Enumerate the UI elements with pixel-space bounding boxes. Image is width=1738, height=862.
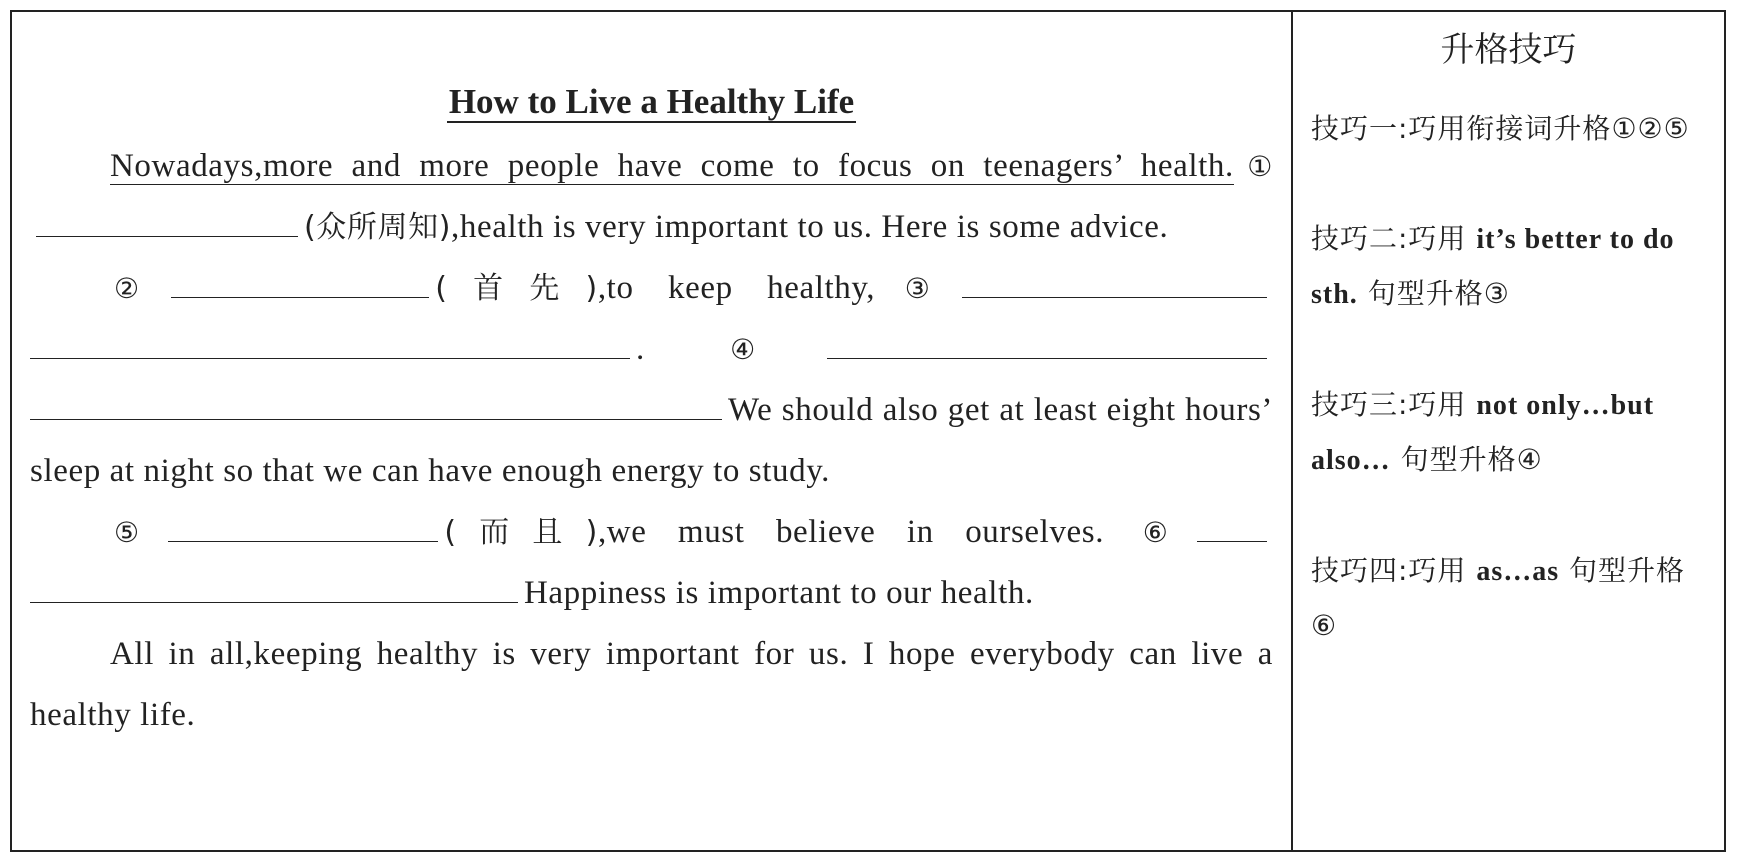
blank-6b[interactable] [30, 568, 518, 603]
blank-3a[interactable] [962, 263, 1267, 298]
blank-number-1: ① [1237, 150, 1273, 183]
text-after-blank-5: ,we must believe in ourselves. [597, 514, 1105, 550]
blank-5[interactable] [168, 507, 438, 542]
text-after-blank-1: ,health is very important to us. Here is some advice. [451, 209, 1169, 245]
tip-3-number: ④ [1516, 443, 1543, 476]
tip-2: 技巧二:巧用 it’s better to do sth. 句型升格③ [1311, 222, 1675, 310]
essay-paragraph-3 [30, 502, 1273, 624]
tip-4: 技巧四:巧用 as…as 句型升格⑥ [1311, 554, 1686, 642]
blank-1[interactable] [36, 202, 298, 237]
period: . [636, 331, 645, 367]
blank-number-4: ④ [664, 333, 821, 366]
tip-4-pattern: as…as [1476, 556, 1560, 587]
tip-1-numbers: ①②⑤ [1611, 112, 1690, 145]
essay-title: How to Live a Healthy Life [448, 82, 855, 121]
text-after-blank-4: We should also get at least eight hours’ sleep at night so that we can have enough energy to study. [30, 392, 1273, 489]
essay-panel [12, 12, 1293, 850]
tip-2-number: ③ [1483, 277, 1510, 310]
tip-2-pattern: it’s better to do sth. [1311, 224, 1675, 310]
blank-2[interactable] [171, 263, 429, 298]
blank-1-hint: (众所周知) [304, 210, 452, 245]
blank-5-hint: (而且) [444, 515, 598, 550]
intro-underlined-sentence: Nowadays,more and more people have come to focus on teenagers’ health. [110, 148, 1234, 184]
tip-1: 技巧一:巧用衔接词升格①②⑤ [1311, 112, 1690, 145]
blank-6a[interactable] [1197, 507, 1267, 542]
blank-4b[interactable] [30, 385, 722, 420]
text-after-blank-6: Happiness is important to our health. [524, 575, 1034, 611]
blank-number-3: ③ [879, 272, 956, 305]
worksheet-frame [10, 10, 1726, 852]
tips-panel [1293, 12, 1724, 850]
essay-body [30, 136, 1273, 258]
tips-title: 升格技巧 [1440, 30, 1577, 70]
essay-conclusion: All in all,keeping healthy is very important for us. I hope everybody can live a healthy life. [30, 636, 1273, 733]
tip-3-pattern: not only…but also… [1311, 390, 1655, 476]
blank-4a[interactable] [827, 324, 1267, 359]
essay-paragraph-2 [30, 258, 1273, 502]
tip-3: 技巧三:巧用 not only…but also… 句型升格④ [1311, 388, 1655, 476]
text-after-blank-2: ,to keep healthy, [597, 270, 876, 306]
tip-4-number: ⑥ [1311, 609, 1338, 642]
blank-2-hint: (首先) [435, 271, 598, 306]
blank-3b[interactable] [30, 324, 630, 359]
blank-number-6: ⑥ [1120, 516, 1192, 549]
blank-number-2: ② [114, 272, 166, 305]
blank-number-5: ⑤ [114, 516, 163, 549]
